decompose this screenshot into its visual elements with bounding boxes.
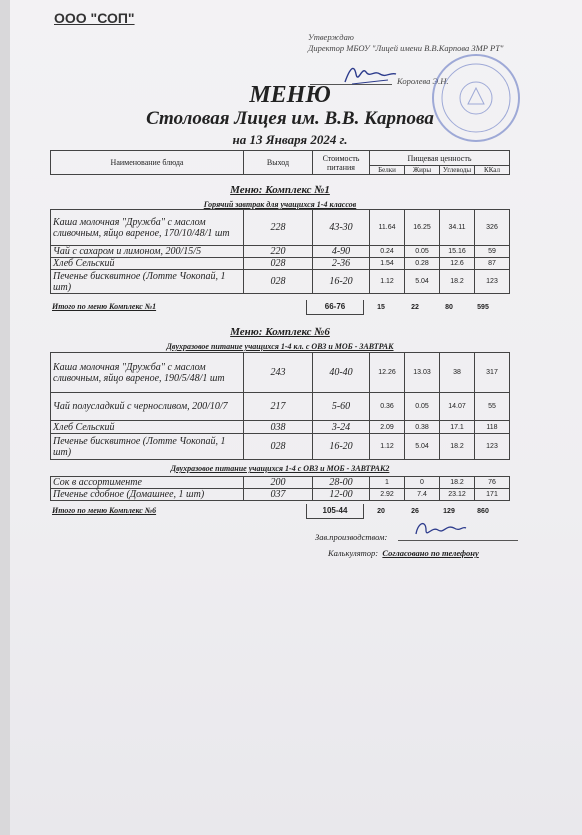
dish-output: 028 <box>244 258 313 270</box>
dish-fats: 5.04 <box>405 434 440 460</box>
manager-label: Зав.производством: <box>315 532 388 542</box>
dish-output: 028 <box>244 434 313 460</box>
total-kcal: 595 <box>477 303 489 311</box>
dish-kcal: 55 <box>475 393 510 421</box>
dish-output: 217 <box>244 393 313 421</box>
table-row <box>51 353 510 393</box>
dish-output: 038 <box>244 421 313 434</box>
dish-carbs: 18.2 <box>440 434 475 460</box>
dish-carbs: 34.11 <box>440 210 475 246</box>
dish-name: Каша молочная "Дружба" с маслом сливочным, яйцо вареное, 170/10/48/1 шт <box>51 210 244 246</box>
total-kcal: 860 <box>477 507 489 515</box>
dish-name: Чай полусладкий с черносливом, 200/10/7 <box>51 393 244 421</box>
dish-output: 037 <box>244 489 313 501</box>
dish-price: 16-20 <box>313 270 370 294</box>
dish-carbs: 38 <box>440 353 475 393</box>
dish-price: 16-20 <box>313 434 370 460</box>
complex6-total-row <box>306 504 500 519</box>
calculator-row <box>328 548 479 558</box>
dish-proteins: 0.24 <box>370 246 405 258</box>
dish-name: Хлеб Сельский <box>51 258 244 270</box>
total-carbs: 129 <box>443 507 455 515</box>
dish-kcal: 326 <box>475 210 510 246</box>
col-output: Выход <box>244 151 313 175</box>
total-carbs: 80 <box>445 303 453 311</box>
dish-output: 243 <box>244 353 313 393</box>
manager-signature-icon <box>410 516 470 544</box>
total-price: 66-76 <box>307 300 364 314</box>
complex1-total-row <box>306 300 500 315</box>
table-row <box>51 434 510 460</box>
dish-name: Хлеб Сельский <box>51 421 244 434</box>
calculator-value: Согласовано по телефону <box>382 548 479 558</box>
total-fats: 22 <box>411 303 419 311</box>
dish-name: Печенье бисквитное (Лотте Чокопай, 1 шт) <box>51 270 244 294</box>
dish-price: 2-36 <box>313 258 370 270</box>
complex1-subtitle: Горячий завтрак для учащихся 1-4 классов <box>203 200 357 209</box>
table-row <box>51 270 510 294</box>
dish-carbs: 18.2 <box>440 270 475 294</box>
dish-price: 12-00 <box>313 489 370 501</box>
dish-fats: 0.28 <box>405 258 440 270</box>
complex1-total-label: Итого по меню Комплекс №1 <box>52 302 157 311</box>
dish-proteins: 0.36 <box>370 393 405 421</box>
table-row <box>51 258 510 270</box>
dish-price: 28-00 <box>313 477 370 489</box>
total-proteins: 20 <box>377 507 385 515</box>
dish-name: Чай с сахаром и лимоном, 200/15/5 <box>51 246 244 258</box>
dish-carbs: 14.07 <box>440 393 475 421</box>
dish-proteins: 2.92 <box>370 489 405 501</box>
table-row <box>51 210 510 246</box>
dish-kcal: 123 <box>475 434 510 460</box>
col-proteins: Белки <box>370 166 405 175</box>
dish-proteins: 1.12 <box>370 270 405 294</box>
col-nutrition: Пищевая ценность <box>370 151 510 166</box>
dish-carbs: 12.6 <box>440 258 475 270</box>
table-row <box>51 246 510 258</box>
dish-kcal: 171 <box>475 489 510 501</box>
complex1-table <box>50 209 510 294</box>
table-row <box>51 477 510 489</box>
director-name: Королева Э.Н. <box>397 76 449 86</box>
approval-position: Директор МБОУ "Лицей имени В.В.Карпова ЗМР РТ" <box>308 43 504 53</box>
document-sheet <box>10 0 582 835</box>
dish-carbs: 15.16 <box>440 246 475 258</box>
dish-proteins: 12.26 <box>370 353 405 393</box>
menu-header-table <box>50 150 510 175</box>
dish-output: 228 <box>244 210 313 246</box>
dish-fats: 0.38 <box>405 421 440 434</box>
complex6-table <box>50 352 510 460</box>
dish-name: Каша молочная "Дружба" с маслом сливочным, яйцо вареное, 190/5/48/1 шт <box>51 353 244 393</box>
dish-price: 40-40 <box>313 353 370 393</box>
dish-fats: 13.03 <box>405 353 440 393</box>
col-dish-name: Наименование блюда <box>51 151 244 175</box>
complex6-subtitle2: Двухразовое питание учащихся 1-4 с ОВЗ и МОБ - ЗАВТРАК2 <box>170 464 390 473</box>
dish-proteins: 1.54 <box>370 258 405 270</box>
approval-heading: Утверждаю <box>308 32 354 42</box>
dish-kcal: 123 <box>475 270 510 294</box>
dish-price: 43-30 <box>313 210 370 246</box>
dish-price: 5-60 <box>313 393 370 421</box>
dish-fats: 7.4 <box>405 489 440 501</box>
dish-price: 3-24 <box>313 421 370 434</box>
col-price: Стоимость питания <box>313 151 370 175</box>
table-row <box>51 489 510 501</box>
col-fats: Жиры <box>405 166 440 175</box>
page-subtitle: Столовая Лицея им. В.В. Карпова <box>146 108 434 129</box>
dish-proteins: 1 <box>370 477 405 489</box>
dish-name: Печенье сдобное (Домашнее, 1 шт) <box>51 489 244 501</box>
complex6-title: Меню: Комплекс №6 <box>230 326 330 338</box>
dish-name: Печенье бисквитное (Лотте Чокопай, 1 шт) <box>51 434 244 460</box>
dish-output: 220 <box>244 246 313 258</box>
dish-fats: 5.04 <box>405 270 440 294</box>
complex1-title: Меню: Комплекс №1 <box>230 184 330 196</box>
dish-fats: 0 <box>405 477 440 489</box>
dish-proteins: 11.64 <box>370 210 405 246</box>
dish-output: 200 <box>244 477 313 489</box>
calculator-label: Калькулятор: <box>328 548 379 558</box>
dish-kcal: 76 <box>475 477 510 489</box>
total-price: 105-44 <box>307 504 364 518</box>
dish-carbs: 23.12 <box>440 489 475 501</box>
complex6-subtitle: Двухразовое питание учащихся 1-4 кл. с ОВЗ и МОБ - ЗАВТРАК <box>166 342 394 351</box>
table-row <box>51 393 510 421</box>
dish-carbs: 18.2 <box>440 477 475 489</box>
dish-proteins: 2.09 <box>370 421 405 434</box>
table-row <box>51 421 510 434</box>
col-kcal: ККал <box>475 166 510 175</box>
complex6-table2 <box>50 476 510 501</box>
col-carbs: Углеводы <box>440 166 475 175</box>
dish-name: Сок в ассортименте <box>51 477 244 489</box>
total-fats: 26 <box>411 507 419 515</box>
dish-fats: 16.25 <box>405 210 440 246</box>
dish-kcal: 87 <box>475 258 510 270</box>
menu-date: на 13 Января 2024 г. <box>232 132 348 147</box>
dish-price: 4-90 <box>313 246 370 258</box>
dish-kcal: 317 <box>475 353 510 393</box>
complex6-total-label: Итого по меню Комплекс №6 <box>52 506 157 515</box>
organization-name: ООО "СОП" <box>54 10 135 26</box>
page-title: МЕНЮ <box>249 82 331 108</box>
dish-output: 028 <box>244 270 313 294</box>
dish-fats: 0.05 <box>405 393 440 421</box>
dish-carbs: 17.1 <box>440 421 475 434</box>
dish-kcal: 59 <box>475 246 510 258</box>
dish-proteins: 1.12 <box>370 434 405 460</box>
dish-fats: 0.05 <box>405 246 440 258</box>
dish-kcal: 118 <box>475 421 510 434</box>
approval-block <box>308 32 518 54</box>
total-proteins: 15 <box>377 303 385 311</box>
